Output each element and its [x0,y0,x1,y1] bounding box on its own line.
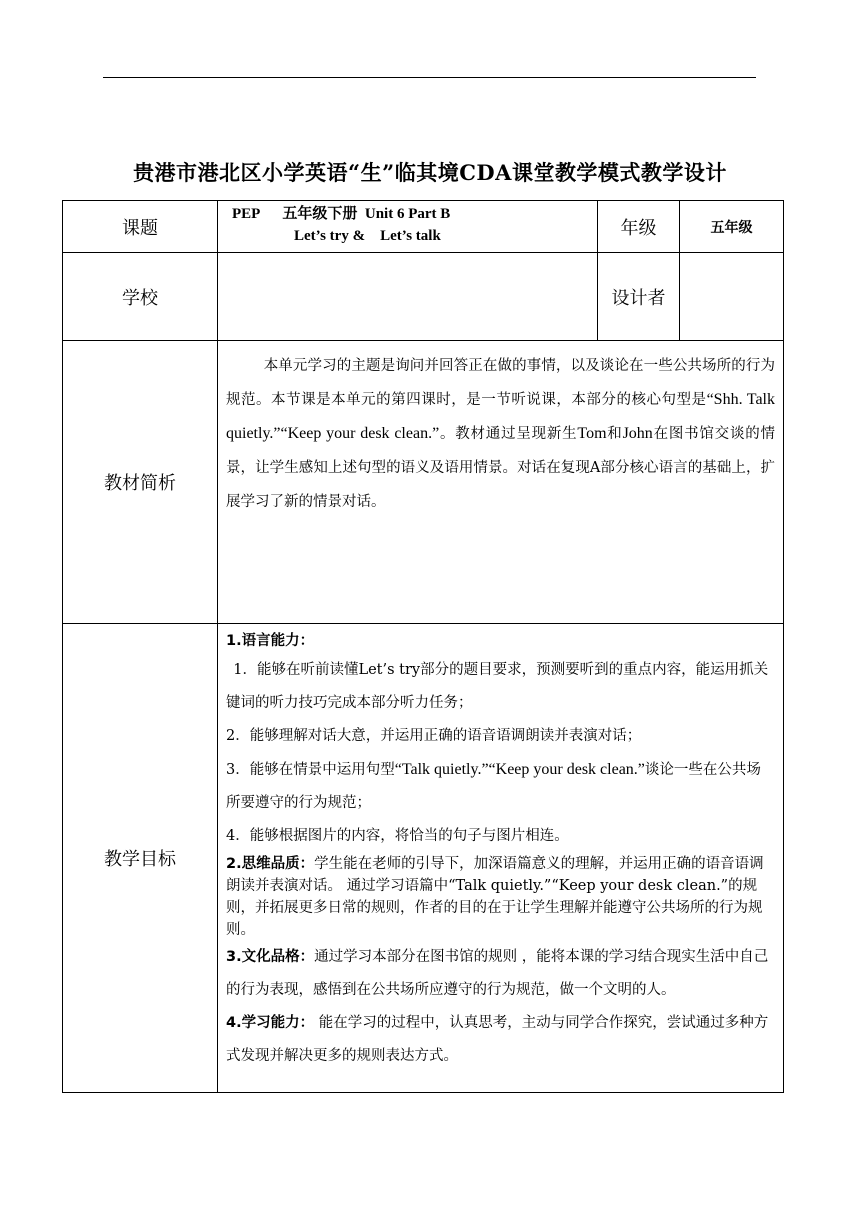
goal-1-item-4: 4．能够根据图片的内容，将恰当的句子与图片相连。 [226,828,569,844]
goal-2-text: 学生能在老师的引导下，加深语篇意义的理解，并运用正确的语音语调朗读并表演对话。 通过学习语篇中“Talk quietly.”“Keep your desk clean.”的规则，并拓展更多日常的规则，作者的目的在于让学生理解并能遵守公共场所的行为规则。 [226,856,764,938]
analysis-row [63,341,784,624]
analysis-part-7: 在图书馆交谈的情景，让学生感知上述句型的语义及语用情景。对话在复现A部分核心语言的基础上，扩展学习了新的情景对话。 [226,426,775,510]
goal-1-item-1: 1．能够在听前读懂Let’s try部分的题目要求，预测要听到的重点内容，能运用抓关键词的听力技巧完成本部分听力任务； [226,662,769,711]
grade-value: 五年级 [680,201,784,253]
goal-4-heading: 4.学习能力： [226,1015,315,1031]
goal-1-item-3-sentences: “Talk quietly.”“Keep your desk clean.” [394,761,645,778]
topic-row [63,201,784,253]
goal-4 [226,1007,775,1073]
school-row [63,253,784,341]
analysis-part-3: 。教材通过呈现新生 [439,426,578,442]
designer-value [680,253,784,341]
designer-label: 设计者 [598,253,680,341]
goal-4-text: 能在学习的过程中，认真思考，主动与同学合作探究，尝试通过多种方式发现并解决更多的规则表达方式。 [226,1015,769,1064]
school-label: 学校 [63,253,218,341]
goal-1-item-3 [226,753,775,820]
topic-unit: Unit 6 Part B [364,206,451,222]
goals-label: 教学目标 [63,624,218,1093]
topic-pep: PEP [232,206,261,222]
grade-label: 年级 [598,201,680,253]
goal-3 [226,941,775,1007]
topic-label: 课题 [63,201,218,253]
goals-text [218,624,784,1093]
goal-1-item-3-a: 3．能够在情景中运用句型 [226,762,395,778]
topic-lets-try: Let’s try & [294,228,366,244]
analysis-key-sentences: “Shh. Talk quietly.”“Keep your desk clean.” [226,391,775,442]
header-rule [103,77,756,78]
topic-value [218,201,598,253]
analysis-and: 和 [606,426,623,442]
goal-1-item-3-c: 谈论一些在公共场所要遵守的行为规范； [226,762,761,811]
goal-2 [226,853,775,941]
goal-3-text: 通过学习本部分在图书馆的规则 ，能将本课的学习结合现实生活中自己的行为表现，感悟到在公共场所应遵守的行为规范，做一个文明的人。 [226,949,769,998]
goal-1-heading: 1.语言能力： [226,633,315,649]
topic-grade-volume: 五年级下册 [282,206,358,222]
analysis-name-tom: Tom [577,425,607,442]
analysis-label: 教材简析 [63,341,218,624]
goal-3-heading: 3.文化品格： [226,949,315,965]
goals-row [63,624,784,1093]
lesson-plan-table [62,200,784,1093]
analysis-part-1: 本单元学习的主题是询问并回答正在做的事情，以及谈论在一些公共场所的行为规范。本节课是本单元的第四课时，是一节听说课，本部分的核心句型是 [226,358,775,408]
analysis-text [218,341,784,624]
school-value [218,253,598,341]
page-title: 贵港市港北区小学英语“生”临其境CDA课堂教学模式教学设计 [133,160,727,185]
topic-lets-talk: Let’s talk [380,228,441,244]
analysis-name-john: John [622,425,653,442]
goal-1-item-2: 2．能够理解对话大意，并运用正确的语音语调朗读并表演对话； [226,728,642,744]
goal-2-heading: 2.思维品质： [226,856,315,872]
